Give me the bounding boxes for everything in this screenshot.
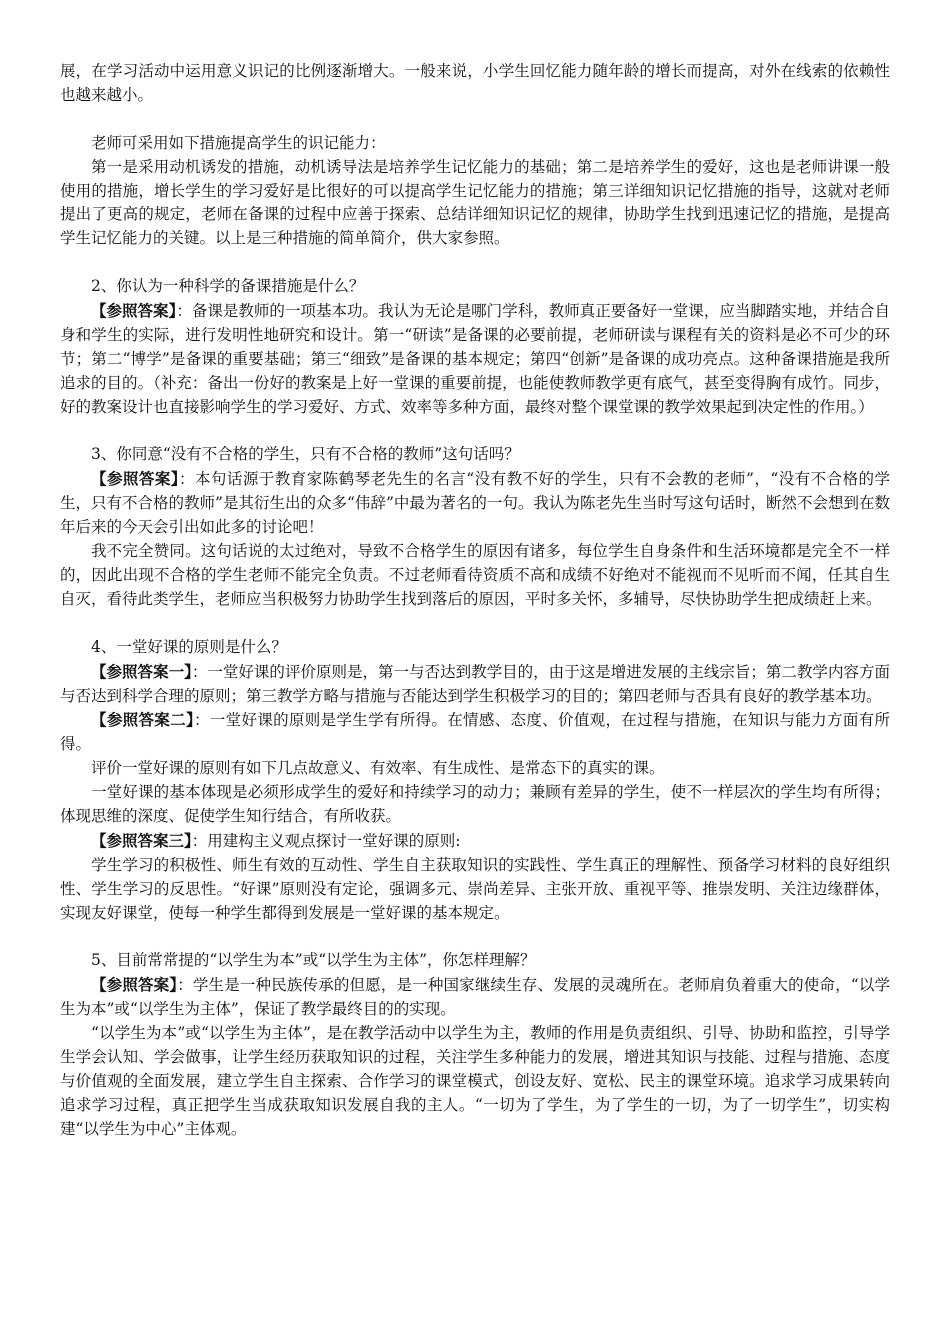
answer-4-paragraph: 一堂好课的基本体现是必须形成学生的爱好和持续学习的动力；兼顾有差异的学生，使不一样层次的学生均有所得；体现思维的深度、促使学生知行结合，有所收获。	[60, 783, 890, 826]
answer-text: ：用建构主义观点探讨一堂好课的原则:	[191, 831, 461, 850]
intro-paragraph: 展，在学习活动中运用意义识记的比例逐渐增大。一般来说，小学生回忆能力随年龄的增长而提高，对外在线索的依赖性也越来越小。	[60, 62, 890, 104]
paragraph-gap	[60, 926, 890, 950]
answer-text: ：一堂好课的原则是学生学有所得。在情感、态度、价值观，在过程与措施，在知识与能力方面有所得。	[60, 711, 890, 754]
answer-4-two	[60, 708, 890, 757]
paragraph-gap	[60, 108, 890, 132]
answer-2	[60, 299, 890, 420]
answer-5-paragraph: “以学生为本”或“以学生为主体”，是在教学活动中以学生为主，教师的作用是负责组织、引导、协助和监控，引导学生学会认知、学会做事，让学生经历获取知识的过程，关注学生多种能力的发展，增进其知识与技能、过程与措施、态度与价值观的全面发展，建立学生自主探索、合作学习的课堂模式，创设友好、宽松、民主的课堂环境。追求学习成果转向追求学习过程，真正把学生当成获取知识发展自我的主人。“一切为了学生，为了学生的一切，为了一切学生”，切实构建“以学生为中心”主体观。	[60, 1024, 890, 1138]
answer-label: 【参照答案】	[91, 301, 177, 321]
answer-4-paragraph: 学生学习的积极性、师生有效的互动性、学生自主获取知识的实践性、学生真正的理解性、预备学习材料的良好组织性、学生学习的反思性。“好课”原则没有定论，强调多元、崇尚差异、主张开放、重视平等、推崇发明、关注边缘群体，实现友好课堂，使每一种学生都得到发展是一堂好课的基本规定。	[60, 855, 890, 922]
document-page	[60, 60, 890, 1142]
answer-text: ：一堂好课的评价原则是，第一与否达到教学目的，由于这是增进发展的主线宗旨；第二教学内容方面与否达到科学合理的原则；第三教学方略与措施与否能达到学生积极学习的目的；第四老师与否具有良好的教学基本功。	[60, 662, 890, 705]
paragraph-gap	[60, 251, 890, 275]
question-4: 4、一堂好课的原则是什么？	[91, 637, 287, 656]
answer-label: 【参照答案三】	[91, 830, 192, 850]
answer-5	[60, 973, 890, 1022]
answer-text: ：备课是教师的一项基本功。我认为无论是哪门学科，教师真正要备好一堂课，应当脚踏实地，并结合自身和学生的实际，进行发明性地研究和设计。第一“研读”是备课的必要前提，老师研读与课程有关的资料是必不可少的环节；第二“博学”是备课的重要基础；第三“细致”是备课的基本规定；第四“创新”是备课的成功亮点。这种备课措施是我所追求的目的。（补充：备出一份好的教案是上好一堂课的重要前提，也能使教师教学更有底气，甚至变得胸有成竹。同步，好的教案设计也直接影响学生的学习爱好、方式、效率等多种方面，最终对整个课堂课的教学效果起到决定性的作用。）	[60, 302, 890, 416]
answer-text: ：学生是一种民族传承的但愿，是一种国家继续生存、发展的灵魂所在。老师肩负着重大的使命，“以学生为本”或“以学生为主体”，保证了教学最终目的的实现。	[60, 976, 890, 1019]
intro-measures: 第一是采用动机诱发的措施，动机诱导法是培养学生记忆能力的基础；第二是培养学生的爱好，这也是老师讲课一般使用的措施，增长学生的学习爱好是比很好的可以提高学生记忆能力的措施；第三详细知识记忆措施的指导，这就对老师提出了更高的规定，老师在备课的过程中应善于探索、总结详细知识记忆的规律，协助学生找到迅速记忆的措施，是提高学生记忆能力的关键。以上是三种措施的简单简介，供大家参照。	[60, 157, 890, 248]
answer-4-one	[60, 660, 890, 709]
paragraph-gap	[60, 612, 890, 636]
answer-label: 【参照答案二】	[91, 710, 195, 730]
question-5: 5、目前常常提的“以学生为本”或“以学生为主体”，你怎样理解？	[91, 951, 536, 970]
answer-label: 【参照答案一】	[91, 661, 192, 681]
answer-3	[60, 467, 890, 540]
question-2: 2、你认为一种科学的备课措施是什么？	[91, 277, 365, 296]
answer-text: ：本句话源于教育家陈鹤琴老先生的名言“没有教不好的学生，只有不会教的老师”，“没有不合格的学生，只有不合格的教师”是其衍生出的众多“伟辞”中最为著名的一句。我认为陈老先生当时写这句话时，断然不会想到在数年后来的今天会引出如此多的讨论吧！	[60, 470, 890, 537]
answer-4-paragraph: 评价一堂好课的原则有如下几点故意义、有效率、有生成性、是常态下的真实的课。	[91, 759, 665, 778]
answer-label: 【参照答案】	[91, 469, 180, 489]
answer-4-three	[60, 829, 890, 854]
answer-3-paragraph: 我不完全赞同。这句话说的太过绝对，导致不合格学生的原因有诸多，每位学生自身条件和生活环境都是完全不一样的，因此出现不合格的学生老师不能完全负责。不过老师看待资质不高和成绩不好绝对不能视而不见听而不闻，任其自生自灭，看待此类学生，老师应当积极努力协助学生找到落后的原因，平时多关怀，多辅导，尽快协助学生把成绩赶上来。	[60, 542, 890, 608]
answer-label: 【参照答案】	[91, 975, 178, 995]
question-3: 3、你同意“没有不合格的学生，只有不合格的教师”这句话吗？	[91, 445, 520, 464]
intro-heading: 老师可采用如下措施提高学生的识记能力：	[91, 133, 386, 152]
paragraph-gap	[60, 420, 890, 444]
